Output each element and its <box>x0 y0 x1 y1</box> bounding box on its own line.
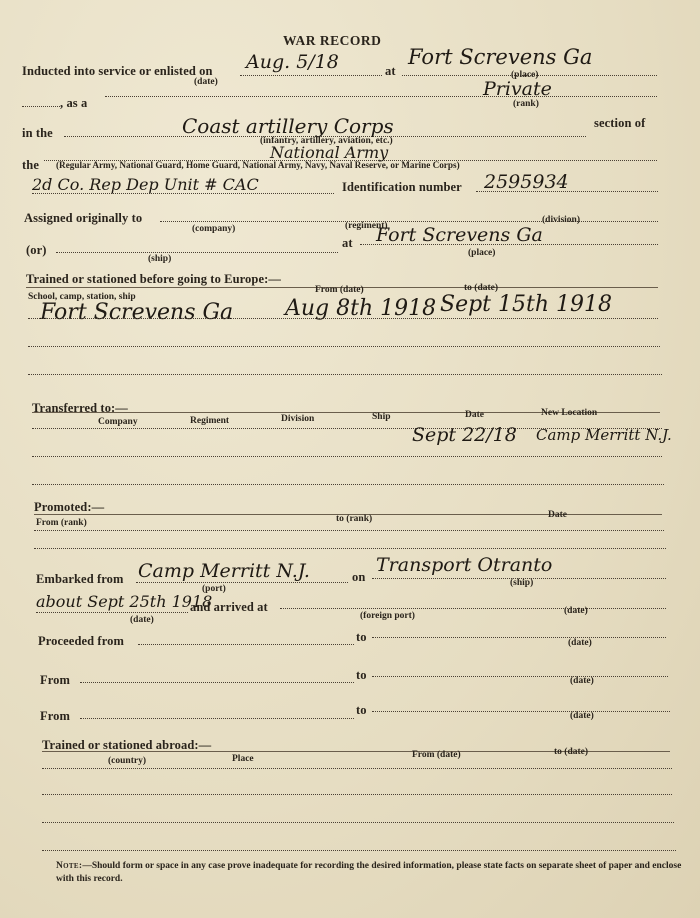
arrived-line <box>280 608 666 609</box>
on-label: on <box>352 570 366 584</box>
at-label-2: at <box>342 236 353 250</box>
footnote <box>56 860 682 885</box>
date-hint-6: (date) <box>570 711 594 721</box>
from-label-2: From <box>40 709 71 723</box>
to-rank-col: to (rank) <box>336 514 373 524</box>
trained-line-2 <box>28 346 660 347</box>
as-a-label: , as a <box>60 96 88 110</box>
inducted-label: Inducted into service or enlisted on <box>22 64 213 78</box>
place-col: Place <box>232 754 254 764</box>
or-label: (or) <box>26 243 47 257</box>
embarked-ship-entry: Transport Otranto <box>376 554 553 576</box>
assigned-line <box>160 221 658 222</box>
as-a-line <box>22 106 60 107</box>
trained-line-3 <box>28 374 662 375</box>
trained-from-entry: Aug 8th 1918 <box>285 296 437 321</box>
abroad-line-3 <box>42 822 674 823</box>
promoted-date-col: Date <box>548 510 567 520</box>
col-company: Company <box>98 417 138 427</box>
to-label-3: to <box>356 703 367 717</box>
and-arrived-label: and arrived at <box>190 600 268 614</box>
abroad-to-date-col: to (date) <box>554 747 589 757</box>
abroad-line-1 <box>42 768 672 769</box>
from-line-1 <box>80 682 354 683</box>
rank-hint: (rank) <box>513 99 539 109</box>
trained-line-1 <box>28 318 658 319</box>
date-hint: (date) <box>194 77 218 87</box>
place-hint: (place) <box>511 70 539 80</box>
to-line-1 <box>372 676 668 677</box>
col-division: Division <box>281 414 315 424</box>
assigned-place-entry: Fort Screvens Ga <box>376 224 543 246</box>
abroad-from-date-col: From (date) <box>412 750 461 760</box>
promoted-line-1 <box>34 530 664 531</box>
id-number-label: Identification number <box>342 180 462 194</box>
trained-abroad-label: Trained or stationed abroad:— <box>42 738 212 752</box>
to-label-2: to <box>356 668 367 682</box>
regiment-hint: (regiment) <box>345 221 388 231</box>
proceeded-label: Proceeded from <box>38 634 124 648</box>
at-label: at <box>385 64 396 78</box>
date-hint-3: (date) <box>564 606 588 616</box>
trained-before-label: Trained or stationed before going to Europe:— <box>26 272 281 286</box>
rank-line <box>105 96 657 97</box>
note-text: —Should form or space in any case prove inadequate for recording the desired information, please state facts on separate sheet of paper and enclose with this record. <box>56 861 682 884</box>
school-label: School, camp, station, ship <box>28 292 136 302</box>
date-hint-2: (date) <box>130 615 154 625</box>
ship-line <box>56 252 338 253</box>
division-hint: (division) <box>542 215 581 225</box>
section-of-label: section of <box>594 116 646 130</box>
col-regiment: Regiment <box>190 416 230 426</box>
transfer-location-entry: Camp Merritt N.J. <box>536 426 672 444</box>
promoted-line-2 <box>34 548 666 549</box>
assigned-label: Assigned originally to <box>24 211 143 225</box>
embarked-date-entry: about Sept 25th 1918 <box>36 592 213 611</box>
form-title: WAR RECORD <box>283 33 382 48</box>
branch-entry: Coast artillery Corps <box>182 114 394 138</box>
trained-place-entry: Fort Screvens Ga <box>40 300 234 325</box>
transferred-label: Transferred to:— <box>32 401 128 415</box>
the-label: the <box>22 158 39 172</box>
col-date: Date <box>465 410 484 420</box>
transfer-date-entry: Sept 22/18 <box>412 424 517 446</box>
service-entry: National Army <box>270 143 389 162</box>
induction-date-line <box>240 75 382 76</box>
transfer-line-2 <box>32 456 662 457</box>
induction-place-entry: Fort Screvens Ga <box>408 45 593 69</box>
col-new-location: New Location <box>541 408 598 418</box>
date-hint-5: (date) <box>570 676 594 686</box>
embarked-label: Embarked from <box>36 572 124 586</box>
rank-entry: Private <box>483 78 552 100</box>
proceeded-from-line <box>138 644 354 645</box>
embarked-port-entry: Camp Merritt N.J. <box>138 560 310 582</box>
ship-hint: (ship) <box>148 254 172 264</box>
abroad-line-4 <box>42 850 676 851</box>
promoted-label: Promoted:— <box>34 500 105 514</box>
branch-hint: (infantry, artillery, aviation, etc.) <box>260 136 393 146</box>
induction-date-entry: Aug. 5/18 <box>246 51 339 73</box>
embarked-date-line <box>36 612 188 613</box>
in-the-label: in the <box>22 126 53 140</box>
proceeded-to-line <box>372 637 666 638</box>
transfer-line-3 <box>32 484 664 485</box>
from-date-col: From (date) <box>315 285 364 295</box>
abroad-line-2 <box>42 794 672 795</box>
date-hint-4: (date) <box>568 638 592 648</box>
to-line-2 <box>372 711 670 712</box>
service-hint: (Regular Army, National Guard, Home Guard, National Army, Navy, Naval Reserve, or Marine Corps) <box>56 160 460 170</box>
embarked-port-line <box>136 582 348 583</box>
place-hint-2: (place) <box>468 248 496 258</box>
id-number-entry: 2595934 <box>484 171 569 193</box>
country-col: (country) <box>108 756 146 766</box>
port-hint: (port) <box>202 584 226 594</box>
unit-entry: 2d Co. Rep Dep Unit # CAC <box>32 175 259 194</box>
from-rank-col: From (rank) <box>36 518 87 528</box>
foreign-port-hint: (foreign port) <box>360 611 415 621</box>
ship-hint-2: (ship) <box>510 578 534 588</box>
to-date-col: to (date) <box>464 283 499 293</box>
from-label-1: From <box>40 673 71 687</box>
company-hint: (company) <box>192 224 236 234</box>
col-ship: Ship <box>372 412 391 422</box>
trained-to-entry: Sept 15th 1918 <box>440 292 612 317</box>
note-label: Note: <box>56 861 83 871</box>
to-label-1: to <box>356 630 367 644</box>
from-line-2 <box>80 718 354 719</box>
